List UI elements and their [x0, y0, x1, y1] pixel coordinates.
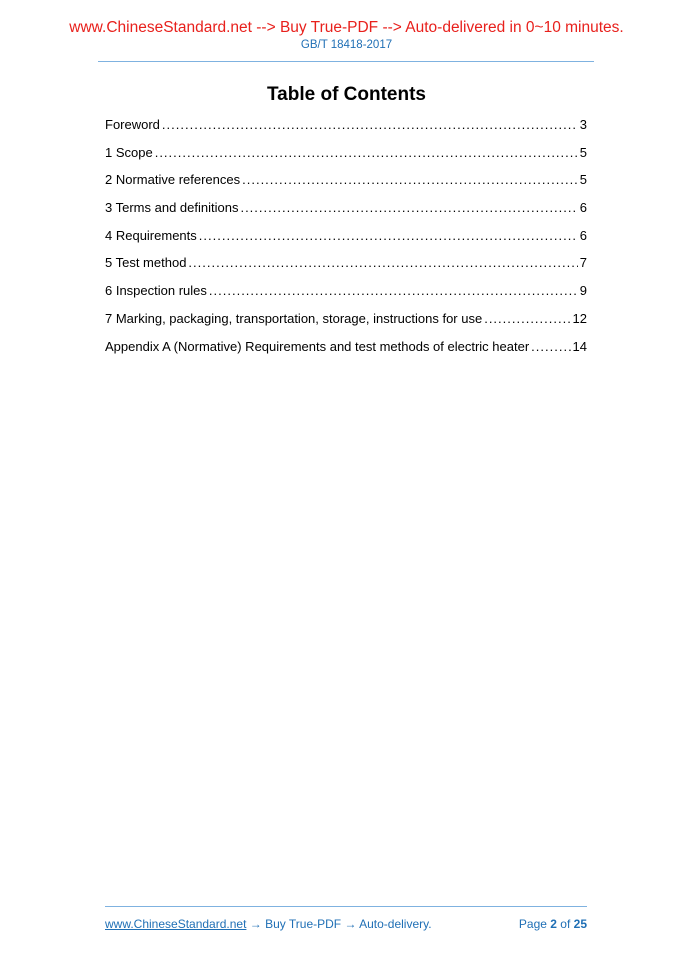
toc-entry-terms-definitions[interactable]: [105, 200, 587, 228]
toc-entry-label: 6 Inspection rules: [105, 283, 207, 299]
toc-entry-normative-references[interactable]: [105, 172, 587, 200]
toc-entry-page: 7: [579, 255, 587, 271]
toc-entry-label: 3 Terms and definitions: [105, 200, 239, 216]
dot-leader: [531, 339, 570, 354]
toc-entry-page: 14: [572, 338, 587, 354]
toc-entry-page: 9: [579, 283, 587, 299]
page-prefix: Page: [518, 917, 551, 931]
header-rule: [98, 61, 594, 62]
dot-leader: [209, 283, 578, 298]
toc-entry-marking-packaging[interactable]: [105, 311, 587, 339]
page-total: 25: [573, 917, 587, 931]
toc-entry-page: 6: [579, 200, 587, 216]
toc-entry-label: 2 Normative references: [105, 172, 241, 188]
toc-entry-page: 5: [579, 144, 587, 160]
toc-entry-test-method[interactable]: [105, 255, 587, 283]
footer-rule: [105, 906, 587, 907]
toc-entry-page: 3: [579, 117, 587, 132]
toc-entry-label: 7 Marking, packaging, transportation, storage, instructions for use: [105, 310, 483, 326]
dot-leader: [484, 311, 570, 326]
toc-entry-appendix-a[interactable]: [105, 339, 587, 367]
toc-entry-requirements[interactable]: [105, 228, 587, 256]
toc-title: Table of Contents: [266, 84, 427, 105]
dot-leader: [199, 228, 578, 243]
toc-entry-label: 4 Requirements: [105, 227, 197, 243]
footer-site-link[interactable]: www.ChineseStandard.net: [105, 917, 247, 931]
toc-entry-inspection-rules[interactable]: [105, 283, 587, 311]
toc-entry-scope[interactable]: [105, 145, 587, 173]
dot-leader: [188, 255, 577, 270]
document-id: GB/T 18418-2017: [300, 39, 393, 51]
footer-promo: [105, 917, 432, 931]
toc-entry-label: Foreword: [105, 117, 160, 132]
toc-entry-label: 1 Scope: [105, 144, 153, 160]
toc-entry-label: Appendix A (Normative) Requirements and test methods of electric heater: [105, 338, 530, 354]
toc-entry-page: 6: [579, 227, 587, 243]
promo-banner[interactable]: www.ChineseStandard.net --> Buy True-PDF --> Auto-delivered in 0~10 minutes.: [69, 19, 624, 36]
toc-entry-page: 12: [572, 310, 587, 326]
dot-leader: [240, 200, 577, 215]
page-current: 2: [550, 917, 557, 931]
dot-leader: [155, 145, 578, 160]
page-of: of: [556, 917, 574, 931]
toc-entry-page: 5: [579, 172, 587, 188]
footer-promo-text: → Buy True-PDF → Auto-delivery.: [246, 917, 432, 931]
dot-leader: [242, 172, 578, 187]
dot-leader: [162, 117, 578, 132]
toc-entry-foreword[interactable]: [105, 117, 587, 145]
toc-entry-label: 5 Test method: [105, 255, 187, 271]
page-footer: [105, 917, 587, 931]
toc-list: [105, 117, 587, 366]
page-indicator: [519, 917, 587, 931]
